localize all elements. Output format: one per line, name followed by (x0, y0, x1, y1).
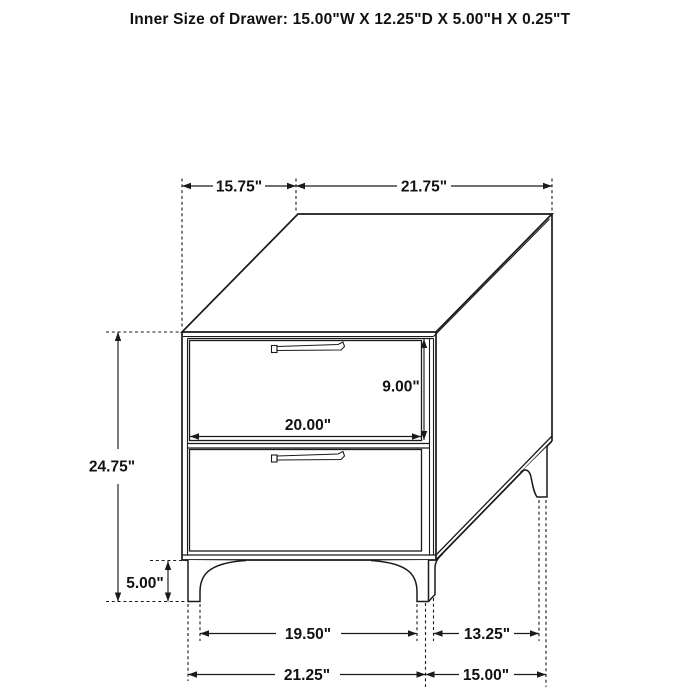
dim-top-depth (182, 179, 296, 196)
dim-side-feet-outer (426, 667, 547, 684)
dim-leg-height-label: 5.00" (126, 575, 164, 592)
dim-side-feet-inner (434, 626, 540, 643)
dim-front-feet-outer-label: 21.25" (283, 667, 331, 684)
dim-top-width (296, 179, 552, 196)
dim-top-width-label: 21.75" (400, 178, 448, 196)
bottom-drawer-handle (272, 452, 345, 463)
dim-overall-height-label: 24.75" (88, 458, 136, 476)
dim-overall-height (89, 332, 135, 602)
front-right-leg-side (429, 554, 443, 602)
dim-side-feet-inner-label: 13.25" (463, 626, 511, 643)
dim-leg-height (126, 561, 171, 602)
dim-side-feet-outer-label: 15.00" (462, 667, 510, 684)
dim-drawer-height-label: 9.00" (382, 378, 420, 396)
front-frame (182, 332, 436, 560)
dim-top-depth-label: 15.75" (215, 178, 263, 196)
dim-front-feet-outer (188, 667, 426, 684)
top-drawer-handle (272, 342, 345, 353)
bottom-drawer-front (190, 450, 422, 552)
dim-front-feet-inner-label: 19.50" (284, 626, 332, 643)
nightstand (182, 214, 552, 602)
top-face (182, 214, 552, 337)
dim-drawer-width (190, 417, 421, 440)
dim-front-feet-inner (200, 626, 417, 643)
dim-drawer-height (382, 339, 427, 440)
dim-drawer-width-label: 20.00" (284, 417, 332, 434)
front-left-leg (188, 560, 246, 602)
diagram-title: Inner Size of Drawer: 15.00"W X 12.25"D X 5.00"H X 0.25"T (129, 11, 571, 28)
front-right-leg (371, 560, 429, 602)
